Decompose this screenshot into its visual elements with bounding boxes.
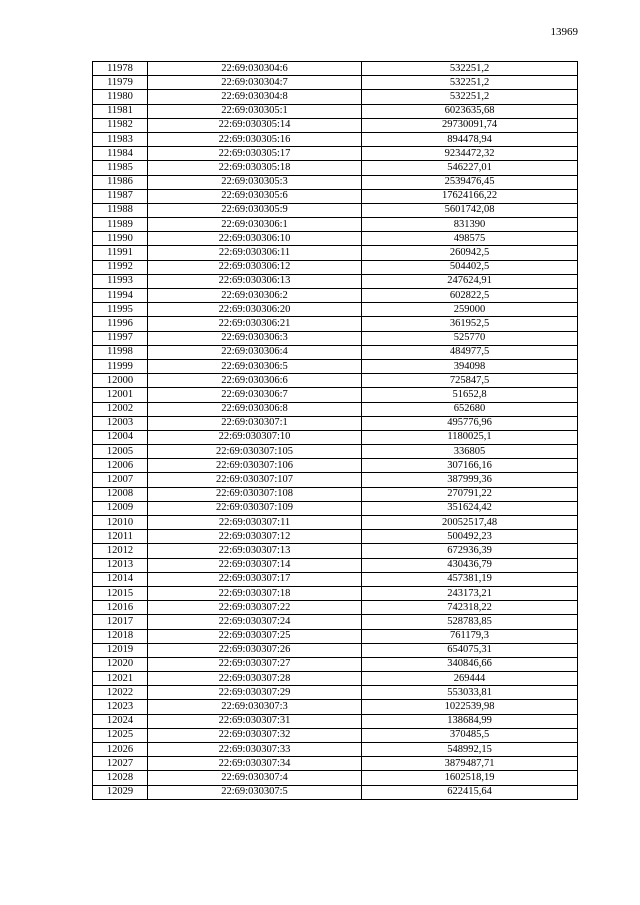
row-number-cell: 11978	[93, 62, 148, 76]
row-number-cell: 12000	[93, 374, 148, 388]
cadastral-number-cell: 22:69:030305:16	[148, 132, 362, 146]
cadastral-value-cell: 742318,22	[362, 601, 578, 615]
table-row	[93, 118, 578, 132]
cadastral-value-cell: 387999,36	[362, 473, 578, 487]
row-number-cell: 12028	[93, 771, 148, 785]
table-row	[93, 586, 578, 600]
cadastral-number-cell: 22:69:030307:12	[148, 530, 362, 544]
cadastral-value-cell: 370485,5	[362, 728, 578, 742]
cadastral-value-cell: 351624,42	[362, 501, 578, 515]
cadastral-value-cell: 654075,31	[362, 643, 578, 657]
table-row	[93, 714, 578, 728]
row-number-cell: 12014	[93, 572, 148, 586]
table-row	[93, 501, 578, 515]
cadastral-number-cell: 22:69:030306:6	[148, 374, 362, 388]
cadastral-number-cell: 22:69:030306:8	[148, 402, 362, 416]
table-row	[93, 487, 578, 501]
cadastral-number-cell: 22:69:030307:24	[148, 615, 362, 629]
cadastral-number-cell: 22:69:030307:28	[148, 672, 362, 686]
cadastral-value-cell: 51652,8	[362, 388, 578, 402]
cadastral-number-cell: 22:69:030304:6	[148, 62, 362, 76]
cadastral-number-cell: 22:69:030307:10	[148, 430, 362, 444]
cadastral-value-cell: 269444	[362, 672, 578, 686]
cadastral-value-cell: 831390	[362, 218, 578, 232]
table-row	[93, 274, 578, 288]
row-number-cell: 11986	[93, 175, 148, 189]
row-number-cell: 12007	[93, 473, 148, 487]
cadastral-number-cell: 22:69:030304:7	[148, 76, 362, 90]
table-row	[93, 530, 578, 544]
cadastral-value-cell: 243173,21	[362, 586, 578, 600]
table-row	[93, 331, 578, 345]
cadastral-number-cell: 22:69:030306:21	[148, 317, 362, 331]
cadastral-value-cell: 307166,16	[362, 459, 578, 473]
table-row	[93, 359, 578, 373]
table-row	[93, 303, 578, 317]
cadastral-number-cell: 22:69:030307:18	[148, 586, 362, 600]
cadastral-value-cell: 1602518,19	[362, 771, 578, 785]
row-number-cell: 12019	[93, 643, 148, 657]
cadastral-number-cell: 22:69:030307:3	[148, 700, 362, 714]
cadastral-value-cell: 525770	[362, 331, 578, 345]
cadastral-value-cell: 138684,99	[362, 714, 578, 728]
table-row	[93, 161, 578, 175]
row-number-cell: 11999	[93, 359, 148, 373]
cadastral-number-cell: 22:69:030305:9	[148, 203, 362, 217]
cadastral-number-cell: 22:69:030305:18	[148, 161, 362, 175]
cadastral-number-cell: 22:69:030307:31	[148, 714, 362, 728]
cadastral-number-cell: 22:69:030307:17	[148, 572, 362, 586]
cadastral-number-cell: 22:69:030306:13	[148, 274, 362, 288]
table-row	[93, 757, 578, 771]
row-number-cell: 11996	[93, 317, 148, 331]
cadastral-value-cell: 894478,94	[362, 132, 578, 146]
table-row	[93, 728, 578, 742]
cadastral-number-cell: 22:69:030307:22	[148, 601, 362, 615]
table-row	[93, 90, 578, 104]
row-number-cell: 11997	[93, 331, 148, 345]
table-row	[93, 345, 578, 359]
row-number-cell: 11990	[93, 232, 148, 246]
cadastral-number-cell: 22:69:030307:25	[148, 629, 362, 643]
cadastral-number-cell: 22:69:030307:11	[148, 516, 362, 530]
row-number-cell: 11988	[93, 203, 148, 217]
cadastral-value-cell: 2539476,45	[362, 175, 578, 189]
table-row	[93, 643, 578, 657]
row-number-cell: 12005	[93, 445, 148, 459]
cadastral-number-cell: 22:69:030307:5	[148, 785, 362, 799]
cadastral-number-cell: 22:69:030307:106	[148, 459, 362, 473]
cadastral-value-cell: 622415,64	[362, 785, 578, 799]
cadastral-number-cell: 22:69:030305:6	[148, 189, 362, 203]
row-number-cell: 12023	[93, 700, 148, 714]
row-number-cell: 12027	[93, 757, 148, 771]
cadastral-number-cell: 22:69:030307:13	[148, 544, 362, 558]
cadastral-number-cell: 22:69:030307:29	[148, 686, 362, 700]
row-number-cell: 12008	[93, 487, 148, 501]
table-row	[93, 104, 578, 118]
cadastral-number-cell: 22:69:030307:27	[148, 657, 362, 671]
row-number-cell: 12003	[93, 416, 148, 430]
table-row	[93, 62, 578, 76]
cadastral-number-cell: 22:69:030306:1	[148, 218, 362, 232]
cadastral-value-cell: 548992,15	[362, 743, 578, 757]
cadastral-value-cell: 532251,2	[362, 76, 578, 90]
row-number-cell: 11993	[93, 274, 148, 288]
cadastral-value-cell: 602822,5	[362, 289, 578, 303]
table-row	[93, 743, 578, 757]
table-row	[93, 76, 578, 90]
page-number: 13969	[550, 26, 578, 38]
table-row	[93, 232, 578, 246]
row-number-cell: 12016	[93, 601, 148, 615]
row-number-cell: 12017	[93, 615, 148, 629]
row-number-cell: 12011	[93, 530, 148, 544]
cadastral-value-cell: 260942,5	[362, 246, 578, 260]
table-row	[93, 672, 578, 686]
row-number-cell: 12006	[93, 459, 148, 473]
table-row	[93, 516, 578, 530]
cadastral-value-cell: 532251,2	[362, 62, 578, 76]
table-row	[93, 175, 578, 189]
cadastral-number-cell: 22:69:030306:2	[148, 289, 362, 303]
row-number-cell: 11994	[93, 289, 148, 303]
table-row	[93, 771, 578, 785]
cadastral-number-cell: 22:69:030306:5	[148, 359, 362, 373]
row-number-cell: 11983	[93, 132, 148, 146]
cadastral-value-cell: 9234472,32	[362, 147, 578, 161]
cadastral-value-cell: 17624166,22	[362, 189, 578, 203]
row-number-cell: 11995	[93, 303, 148, 317]
row-number-cell: 12029	[93, 785, 148, 799]
cadastral-value-cell: 247624,91	[362, 274, 578, 288]
table-row	[93, 246, 578, 260]
row-number-cell: 12025	[93, 728, 148, 742]
cadastral-value-cell: 652680	[362, 402, 578, 416]
cadastral-value-cell: 340846,66	[362, 657, 578, 671]
row-number-cell: 12010	[93, 516, 148, 530]
cadastral-value-cell: 500492,23	[362, 530, 578, 544]
row-number-cell: 11981	[93, 104, 148, 118]
cadastral-number-cell: 22:69:030306:7	[148, 388, 362, 402]
row-number-cell: 12002	[93, 402, 148, 416]
table-row	[93, 430, 578, 444]
table-row	[93, 615, 578, 629]
table-row	[93, 189, 578, 203]
row-number-cell: 12021	[93, 672, 148, 686]
row-number-cell: 12015	[93, 586, 148, 600]
row-number-cell: 12012	[93, 544, 148, 558]
row-number-cell: 11991	[93, 246, 148, 260]
cadastral-value-cell: 546227,01	[362, 161, 578, 175]
row-number-cell: 12013	[93, 558, 148, 572]
table-row	[93, 445, 578, 459]
row-number-cell: 12022	[93, 686, 148, 700]
cadastral-value-cell: 1022539,98	[362, 700, 578, 714]
cadastral-number-cell: 22:69:030307:107	[148, 473, 362, 487]
row-number-cell: 11980	[93, 90, 148, 104]
cadastral-value-cell: 504402,5	[362, 260, 578, 274]
table-row	[93, 317, 578, 331]
table-row	[93, 544, 578, 558]
cadastral-value-cell: 3879487,71	[362, 757, 578, 771]
row-number-cell: 12001	[93, 388, 148, 402]
cadastral-number-cell: 22:69:030306:10	[148, 232, 362, 246]
row-number-cell: 11998	[93, 345, 148, 359]
table-row	[93, 416, 578, 430]
row-number-cell: 11982	[93, 118, 148, 132]
cadastral-value-cell: 20052517,48	[362, 516, 578, 530]
cadastral-number-cell: 22:69:030306:3	[148, 331, 362, 345]
cadastral-value-cell: 1180025,1	[362, 430, 578, 444]
cadastral-value-table	[92, 61, 578, 800]
table-row	[93, 260, 578, 274]
cadastral-value-cell: 761179,3	[362, 629, 578, 643]
cadastral-number-cell: 22:69:030307:33	[148, 743, 362, 757]
table-row	[93, 132, 578, 146]
cadastral-value-cell: 484977,5	[362, 345, 578, 359]
cadastral-value-cell: 498575	[362, 232, 578, 246]
cadastral-number-cell: 22:69:030307:108	[148, 487, 362, 501]
cadastral-number-cell: 22:69:030307:109	[148, 501, 362, 515]
table-row	[93, 203, 578, 217]
row-number-cell: 12020	[93, 657, 148, 671]
cadastral-number-cell: 22:69:030307:34	[148, 757, 362, 771]
row-number-cell: 12018	[93, 629, 148, 643]
cadastral-number-cell: 22:69:030305:17	[148, 147, 362, 161]
table-row	[93, 459, 578, 473]
cadastral-value-cell: 394098	[362, 359, 578, 373]
row-number-cell: 11979	[93, 76, 148, 90]
row-number-cell: 11984	[93, 147, 148, 161]
row-number-cell: 12024	[93, 714, 148, 728]
table-row	[93, 473, 578, 487]
cadastral-number-cell: 22:69:030307:105	[148, 445, 362, 459]
table-body	[93, 62, 578, 800]
cadastral-number-cell: 22:69:030307:4	[148, 771, 362, 785]
cadastral-number-cell: 22:69:030307:32	[148, 728, 362, 742]
cadastral-number-cell: 22:69:030307:14	[148, 558, 362, 572]
row-number-cell: 11992	[93, 260, 148, 274]
table-row	[93, 629, 578, 643]
cadastral-value-cell: 532251,2	[362, 90, 578, 104]
cadastral-number-cell: 22:69:030306:12	[148, 260, 362, 274]
cadastral-value-cell: 5601742,08	[362, 203, 578, 217]
row-number-cell: 11987	[93, 189, 148, 203]
table-row	[93, 374, 578, 388]
cadastral-number-cell: 22:69:030307:1	[148, 416, 362, 430]
row-number-cell: 11989	[93, 218, 148, 232]
cadastral-value-cell: 270791,22	[362, 487, 578, 501]
cadastral-number-cell: 22:69:030306:20	[148, 303, 362, 317]
cadastral-number-cell: 22:69:030306:11	[148, 246, 362, 260]
cadastral-value-cell: 495776,96	[362, 416, 578, 430]
cadastral-value-cell: 725847,5	[362, 374, 578, 388]
cadastral-number-cell: 22:69:030305:3	[148, 175, 362, 189]
cadastral-number-cell: 22:69:030305:14	[148, 118, 362, 132]
cadastral-value-cell: 672936,39	[362, 544, 578, 558]
cadastral-number-cell: 22:69:030307:26	[148, 643, 362, 657]
cadastral-value-cell: 336805	[362, 445, 578, 459]
table-row	[93, 388, 578, 402]
table-row	[93, 289, 578, 303]
table-row	[93, 558, 578, 572]
table-row	[93, 657, 578, 671]
cadastral-value-cell: 361952,5	[362, 317, 578, 331]
table-row	[93, 700, 578, 714]
table-row	[93, 572, 578, 586]
table-row	[93, 785, 578, 799]
cadastral-value-cell: 6023635,68	[362, 104, 578, 118]
cadastral-value-cell: 29730091,74	[362, 118, 578, 132]
table-row	[93, 402, 578, 416]
row-number-cell: 12004	[93, 430, 148, 444]
cadastral-value-cell: 528783,85	[362, 615, 578, 629]
row-number-cell: 12026	[93, 743, 148, 757]
row-number-cell: 11985	[93, 161, 148, 175]
cadastral-value-cell: 553033,81	[362, 686, 578, 700]
cadastral-value-cell: 430436,79	[362, 558, 578, 572]
cadastral-value-cell: 259000	[362, 303, 578, 317]
cadastral-number-cell: 22:69:030305:1	[148, 104, 362, 118]
table-row	[93, 147, 578, 161]
cadastral-value-cell: 457381,19	[362, 572, 578, 586]
cadastral-number-cell: 22:69:030306:4	[148, 345, 362, 359]
cadastral-number-cell: 22:69:030304:8	[148, 90, 362, 104]
table-row	[93, 218, 578, 232]
table-row	[93, 686, 578, 700]
row-number-cell: 12009	[93, 501, 148, 515]
table-row	[93, 601, 578, 615]
